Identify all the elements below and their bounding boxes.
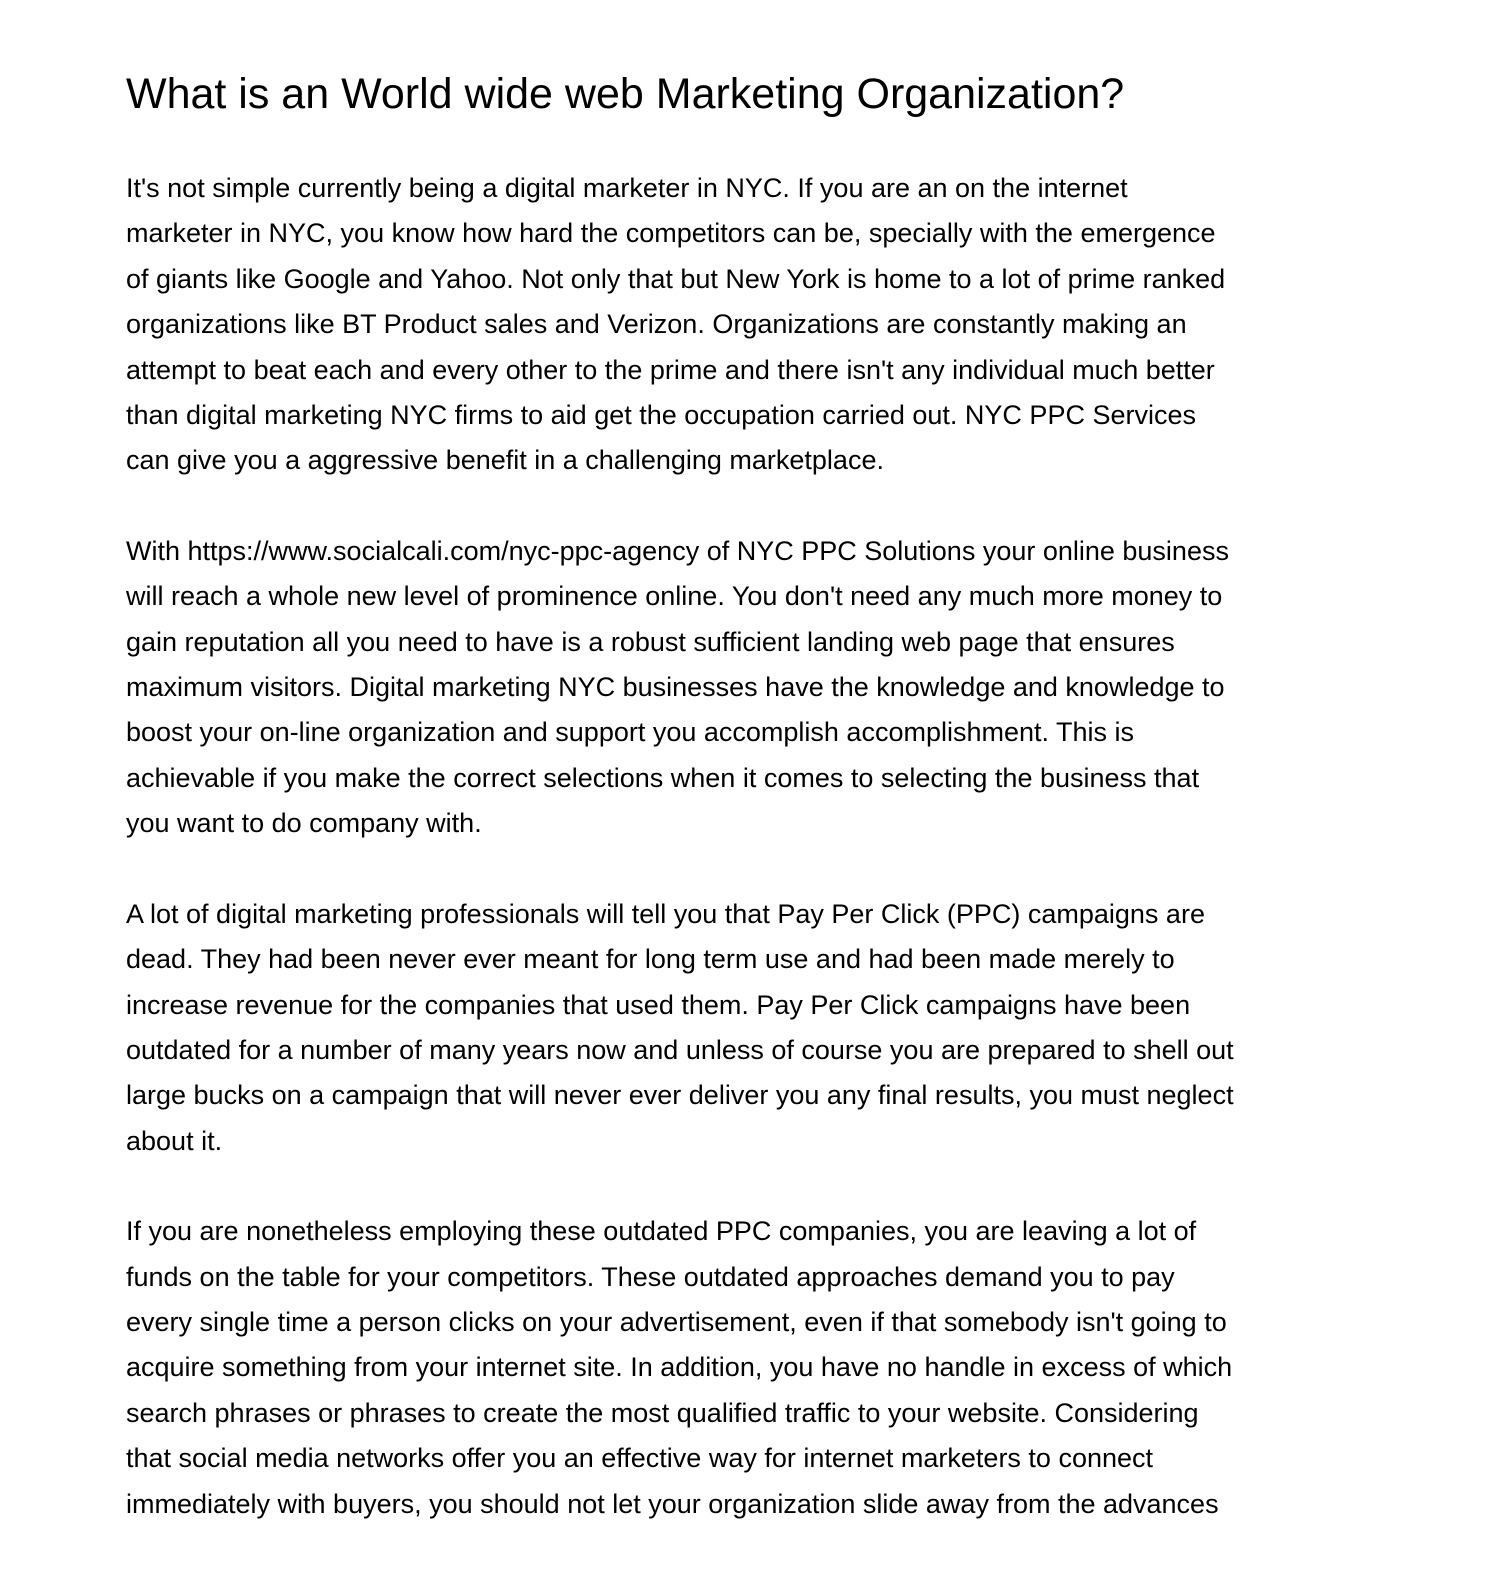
text-line: A lot of digital marketing professionals will tell you that Pay Per Click (PPC) campaigns are (126, 898, 1205, 929)
paragraph-1 (126, 166, 1376, 484)
text-line: immediately with buyers, you should not let your organization slide away from the advances (126, 1488, 1219, 1519)
text-line: gain reputation all you need to have is a robust sufficient landing web page that ensures (126, 626, 1175, 657)
text-line: about it. (126, 1125, 223, 1156)
text-line: It's not simple currently being a digital marketer in NYC. If you are an on the internet (126, 173, 1128, 203)
text-line: achievable if you make the correct selections when it comes to selecting the business that (126, 762, 1200, 793)
paragraph-3 (126, 892, 1376, 1164)
text-line: every single time a person clicks on your advertisement, even if that somebody isn't going to (126, 1306, 1227, 1337)
text-line: dead. They had been never ever meant for long term use and had been made merely to (126, 944, 1175, 975)
text-line: attempt to beat each and every other to the prime and there isn't any individual much better (126, 354, 1215, 385)
paragraph-2 (126, 529, 1376, 847)
text-line: increase revenue for the companies that used them. Pay Per Click campaigns have been (126, 989, 1191, 1020)
text-line: boost your on-line organization and support you accomplish accomplishment. This is (126, 717, 1135, 748)
text-line: acquire something from your internet site. In addition, you have no handle in excess of which (126, 1352, 1233, 1383)
text-line: With https://www.socialcali.com/nyc-ppc-agency of NYC PPC Solutions your online business (126, 535, 1229, 566)
text-line: that social media networks offer you an effective way for internet marketers to connect (126, 1443, 1154, 1474)
text-line: than digital marketing NYC firms to aid get the occupation carried out. NYC PPC Services (126, 400, 1196, 431)
paragraph-4 (126, 1209, 1376, 1527)
text-line: outdated for a number of many years now and unless of course you are prepared to shell out (126, 1034, 1234, 1065)
text-line: If you are nonetheless employing these outdated PPC companies, you are leaving a lot of (126, 1216, 1197, 1247)
text-line: can give you a aggressive benefit in a challenging marketplace. (126, 445, 884, 476)
text-line: maximum visitors. Digital marketing NYC businesses have the knowledge and knowledge to (126, 672, 1225, 703)
document-title: What is an World wide web Marketing Organization? (126, 70, 1125, 118)
document-page (126, 0, 1376, 1519)
text-line: funds on the table for your competitors. These outdated approaches demand you to pay (126, 1261, 1175, 1292)
text-line: of giants like Google and Yahoo. Not only that but New York is home to a lot of prime ranked (126, 263, 1226, 294)
document-body (126, 166, 1376, 1572)
text-line: large bucks on a campaign that will never ever deliver you any final results, you must neglect (126, 1080, 1234, 1111)
text-line: you want to do company with. (126, 808, 482, 839)
text-line: organizations like BT Product sales and Verizon. Organizations are constantly making an (126, 309, 1187, 340)
text-line: will reach a whole new level of prominence online. You don't need any much more money to (126, 581, 1223, 612)
text-line: search phrases or phrases to create the most qualified traffic to your website. Considering (126, 1397, 1199, 1428)
text-line: marketer in NYC, you know how hard the competitors can be, specially with the emergence (126, 218, 1216, 249)
